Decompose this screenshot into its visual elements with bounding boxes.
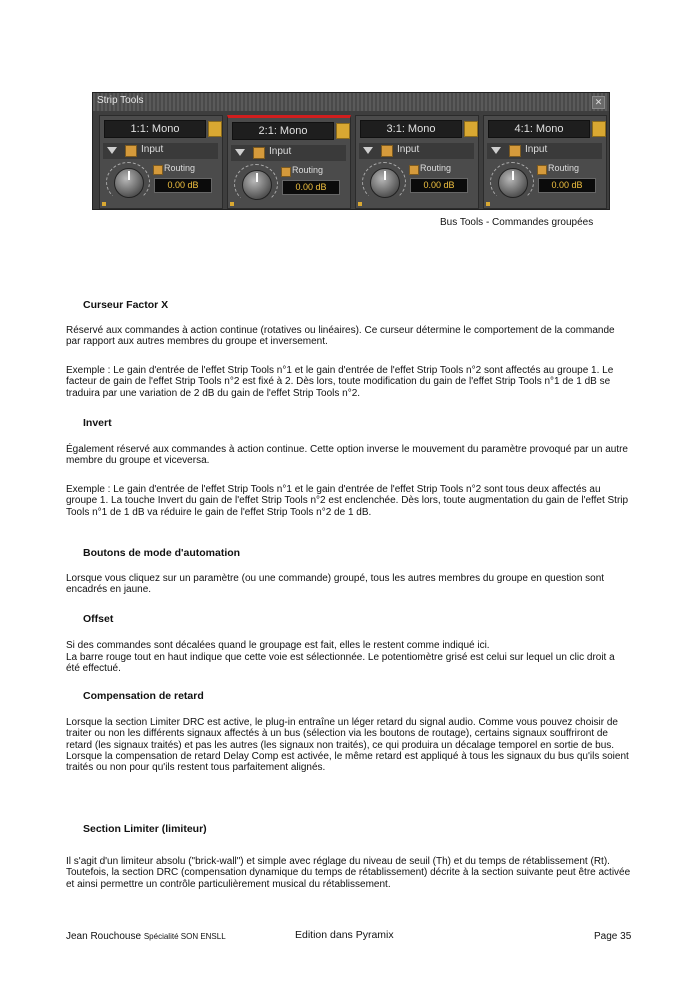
paragraph: Exemple : Le gain d'entrée de l'effet Strip Tools n°1 et le gain d'entrée de l'effet Strip Tools n°2 sont affectés au groupe 1. Le facteur de gain de l'effet Strip Tools n°2 est fixé à 2. Dès lors, toute modification du gain de l'effet Strip Tools n°1 de 1 dB se traduira par une variation de 2 dB du gain de l'effet Strip Tools n°2. <box>66 365 614 399</box>
footer-author <box>66 931 226 942</box>
input-toggle-button[interactable] <box>381 145 393 157</box>
paragraph: Il s'agit d'un limiteur absolu ("brick-wall") et simple avec réglage du niveau de seuil (Th) et du temps de rétablissement (Rt). Toutefois, la section DRC (compensation dynamique du temps de rétablissement) décrite à la section suivante peut être activée et ainsi permettre un contrôle particulièrement musical du rétablissement. <box>66 856 631 890</box>
paragraph: La barre rouge tout en haut indique que cette voie est sélectionnée. Le potentiomètre grisé est celui sur lequel un clic droit a été effectué. <box>66 652 615 675</box>
routing-toggle-button[interactable] <box>537 165 547 175</box>
heading-delay-compensation: Compensation de retard <box>83 690 204 702</box>
gain-knob[interactable] <box>498 168 528 198</box>
paragraph: Réservé aux commandes à action continue (rotatives ou linéaires). Ce curseur détermine le comportement de la commande par rapport aux autres membres du groupe et inversement. <box>66 325 615 348</box>
close-icon[interactable]: ✕ <box>592 96 605 109</box>
corner-marker <box>358 202 362 206</box>
strip-tools-title-bar[interactable] <box>93 93 609 111</box>
input-row <box>487 143 602 159</box>
page-number: Page 35 <box>594 931 632 942</box>
strip-tools-title: Strip Tools <box>97 95 144 106</box>
routing-toggle-button[interactable] <box>409 165 419 175</box>
gain-readout: 0.00 dB <box>282 180 340 195</box>
gain-knob[interactable] <box>114 168 144 198</box>
strip-3 <box>355 115 479 209</box>
strip-yellow-button[interactable] <box>208 121 222 137</box>
routing-toggle-button[interactable] <box>153 165 163 175</box>
routing-label: Routing <box>548 163 580 173</box>
strip-4 <box>483 115 607 209</box>
paragraph: Lorsque vous cliquez sur un paramètre (ou une commande) groupé, tous les autres membres du groupe en question sont encadrés en jaune. <box>66 573 605 596</box>
input-label: Input <box>269 146 292 157</box>
heading-limiter: Section Limiter (limiteur) <box>83 823 207 835</box>
gain-knob[interactable] <box>242 170 272 200</box>
strip-name-display[interactable]: 2:1: Mono <box>232 122 334 140</box>
footer-title: Edition dans Pyramix <box>295 929 394 941</box>
input-row <box>359 143 474 159</box>
input-label: Input <box>397 144 420 155</box>
input-toggle-button[interactable] <box>253 147 265 159</box>
strip-name-display[interactable]: 4:1: Mono <box>488 120 590 138</box>
heading-offset: Offset <box>83 613 114 625</box>
paragraph: Lorsque la section Limiter DRC est active, le plug-in entraîne un léger retard du signal audio. Comme vous pouvez choisir de traiter ou non les différents signaux affectés à un bus (sélection via les boutons de routage), certains signaux souffriront de retard (les signaux traités) et pas les autres (les signaux non traités), ce qui produira un décalage temporel en sortie de bus. Lorsque la compensation de retard Delay Comp est activée, le même retard est appliqué à tous les signaux du bus qu'ils soient traités ou non pour qu'ils restent tous parfaitement alignés. <box>66 717 629 774</box>
input-label: Input <box>141 144 164 155</box>
heading-invert: Invert <box>83 417 112 429</box>
strip-yellow-button[interactable] <box>464 121 478 137</box>
routing-label: Routing <box>420 163 452 173</box>
author-specialty: Spécialité SON ENSLL <box>143 932 226 941</box>
corner-marker <box>230 202 234 206</box>
corner-marker <box>102 202 106 206</box>
triangle-down-icon[interactable] <box>235 149 245 156</box>
input-row <box>231 145 346 161</box>
routing-label: Routing <box>292 165 324 175</box>
input-row <box>103 143 218 159</box>
heading-factor-x: Curseur Factor X <box>83 299 169 311</box>
gain-readout: 0.00 dB <box>410 178 468 193</box>
input-toggle-button[interactable] <box>509 145 521 157</box>
strip-yellow-button[interactable] <box>336 123 350 139</box>
figure-caption: Bus Tools - Commandes groupées <box>440 217 594 228</box>
heading-automation: Boutons de mode d'automation <box>83 547 241 559</box>
corner-marker <box>486 202 490 206</box>
gain-knob[interactable] <box>370 168 400 198</box>
input-toggle-button[interactable] <box>125 145 137 157</box>
strip-tools-window <box>92 92 610 210</box>
triangle-down-icon[interactable] <box>491 147 501 154</box>
paragraph: Exemple : Le gain d'entrée de l'effet Strip Tools n°1 et le gain d'entrée de l'effet Strip Tools n°2 sont tous deux affectés au groupe 1. La touche Invert du gain de l'effet Strip Tools n°2 est enclenchée. Dès lors, toute augmentation du gain de l'effet Strip Tools n°1 de 1 dB va réduire le gain de l'effet Strip Tools n°2 de 1 dB. <box>66 484 629 518</box>
routing-toggle-button[interactable] <box>281 167 291 177</box>
strip-2 <box>227 115 351 209</box>
author-name: Jean Rouchouse <box>66 931 142 942</box>
gain-readout: 0.00 dB <box>154 178 212 193</box>
strip-name-display[interactable]: 1:1: Mono <box>104 120 206 138</box>
triangle-down-icon[interactable] <box>363 147 373 154</box>
paragraph: Également réservé aux commandes à action continue. Cette option inverse le mouvement du paramètre provoqué par un autre membre du groupe et viceversa. <box>66 444 628 467</box>
input-label: Input <box>525 144 548 155</box>
gain-readout: 0.00 dB <box>538 178 596 193</box>
paragraph: Si des commandes sont décalées quand le groupage est fait, elles le restent comme indiqué ici. <box>66 640 490 651</box>
routing-label: Routing <box>164 163 196 173</box>
strip-name-display[interactable]: 3:1: Mono <box>360 120 462 138</box>
strip-1 <box>99 115 223 209</box>
triangle-down-icon[interactable] <box>107 147 117 154</box>
strip-yellow-button[interactable] <box>592 121 606 137</box>
